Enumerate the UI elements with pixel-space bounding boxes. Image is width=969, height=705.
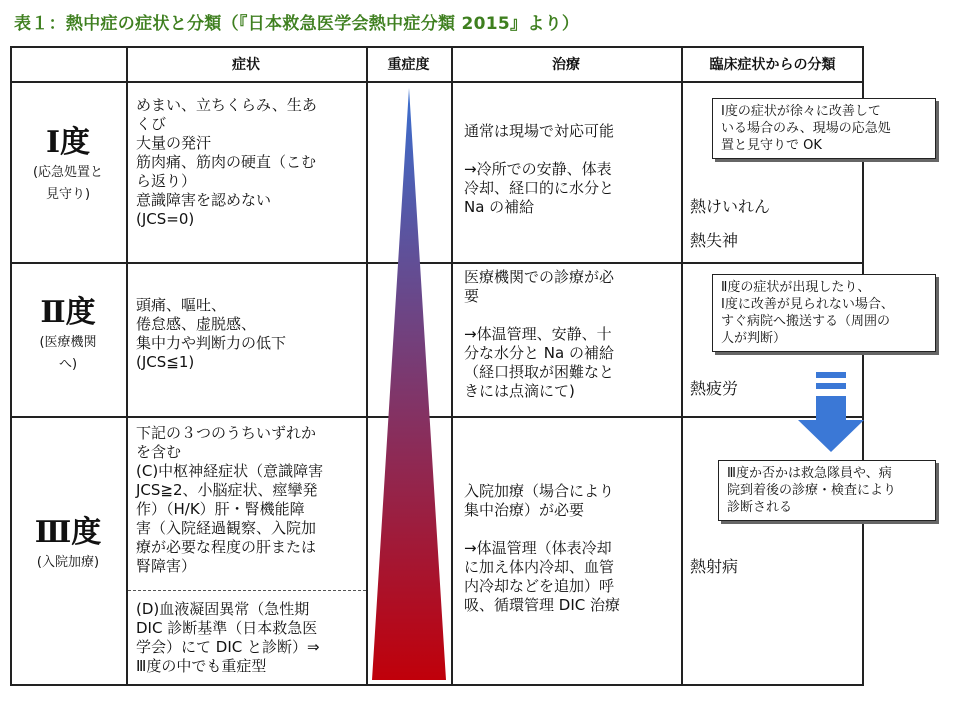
callout-grade-1	[712, 98, 936, 159]
symptom-line: Ⅲ度の中でも重症型	[136, 657, 267, 675]
table-border-bottom	[10, 684, 864, 686]
treatment-line: 集中治療）が必要	[464, 501, 585, 519]
severity-gradient-triangle	[368, 84, 450, 682]
treatment-line: 通常は現場で対応可能	[464, 122, 615, 140]
treatment-grade-1	[464, 122, 678, 217]
treatment-line: きには点滴にて)	[464, 382, 575, 400]
grade-1-note-line1: (応急処置と	[32, 165, 104, 180]
symptom-line: (D)血液凝固異常（急性期	[136, 600, 310, 618]
heatstroke-classification-table	[10, 46, 897, 686]
treatment-spacer	[464, 306, 678, 325]
symptom-line: (JCS=0)	[136, 210, 195, 228]
symptom-line: 腎障害）	[136, 557, 197, 575]
grade-1	[10, 124, 126, 206]
symptom-line: (C)中枢神経症状（意識障害	[136, 462, 324, 480]
symptom-line: を含む	[136, 443, 182, 461]
callout-line: いる場合のみ、現場の応急処	[721, 121, 891, 136]
header-classification: 臨床症状からの分類	[709, 57, 836, 73]
treatment-grade-2	[464, 268, 678, 401]
symptom-line: 頭痛、嘔吐、	[136, 296, 227, 314]
table-title: 表１：熱中症の症状と分類（『日本救急医学会熱中症分類 2015』より）	[14, 14, 580, 34]
callout-line: Ⅰ度の症状が徐々に改善して	[721, 104, 881, 119]
header-treatment: 治療	[552, 57, 580, 73]
grade-2-note-line2: へ)	[58, 357, 78, 372]
treatment-line: （経口摂取が困難なと	[464, 363, 615, 381]
grade-3-note: (入院加療)	[36, 555, 100, 570]
callout-line: すぐ病院へ搬送する（周囲の	[721, 314, 891, 329]
symptom-line: (JCS≦1)	[136, 353, 195, 371]
grade-3	[10, 514, 126, 574]
symptom-line: 大量の発汗	[136, 134, 212, 152]
disease-heatstroke: 熱射病	[690, 557, 739, 576]
symptom-line: JCS≧2、小脳症状、痙攣発	[136, 481, 318, 499]
callout-line: 人が判断）	[721, 331, 787, 346]
header-symptoms: 症状	[232, 57, 260, 73]
grade-2	[10, 294, 126, 376]
col-divider-3	[451, 46, 453, 686]
header-severity: 重症度	[387, 57, 430, 73]
treatment-line: 冷却、経口的に水分と	[464, 179, 615, 197]
treatment-line: 医療機関での診療が必	[464, 268, 615, 286]
symptom-line: 下記の３つのうちいずれか	[136, 424, 317, 442]
grade-2-label: Ⅱ度	[40, 295, 96, 330]
callout-line: 院到着後の診療・検査により	[727, 483, 897, 498]
treatment-spacer	[464, 520, 678, 539]
symptom-line: 療が必要な程度の肝または	[136, 538, 317, 556]
callout-line: 置と見守りで OK	[721, 138, 822, 153]
treatment-line: に加え体内冷却、血管	[464, 558, 615, 576]
treatment-line: 分な水分と Na の補給	[464, 344, 614, 362]
symptom-line: 学会）にて DIC と診断）⇒	[136, 638, 320, 656]
symptom-line: ら返り）	[136, 172, 197, 190]
symptom-line: めまい、立ちくらみ、生あ	[136, 96, 317, 114]
treatment-line: 吸、循環管理 DIC 治療	[464, 596, 620, 614]
treatment-line: →冷所での安静、体表	[464, 160, 612, 178]
treatment-line: 要	[464, 287, 480, 305]
grade-1-label: Ⅰ度	[45, 125, 91, 160]
symptoms-grade-3	[136, 424, 364, 576]
grade-1-note-line2: 見守り)	[45, 187, 91, 202]
treatment-line: Na の補給	[464, 198, 535, 216]
disease-heat-exhaustion: 熱疲労	[690, 379, 739, 398]
symptoms-grade-3-dic	[136, 600, 364, 676]
escalation-arrow-icon	[794, 366, 868, 454]
callout-grade-2	[712, 274, 936, 352]
symptom-line: 筋肉痛、筋肉の硬直（こむ	[136, 153, 317, 171]
grade-2-note-line1: (医療機関	[39, 335, 97, 350]
disease-heat-syncope: 熱失神	[690, 231, 739, 250]
treatment-line: →体温管理、安静、十	[464, 325, 612, 343]
symptom-line: DIC 診断基準（日本救急医	[136, 619, 318, 637]
treatment-line: 内冷却などを追加）呼	[464, 577, 615, 595]
col-divider-4	[681, 46, 683, 686]
symptom-line: 意識障害を認めない	[136, 191, 272, 209]
symptom-line: 集中力や判断力の低下	[136, 334, 287, 352]
symptom-line: 害（入院経過観察、入院加	[136, 519, 317, 537]
symptom-line: 倦怠感、虚脱感、	[136, 315, 257, 333]
treatment-grade-3	[464, 482, 678, 615]
symptom-line: 作）（H/K）肝・腎機能障	[136, 500, 305, 518]
treatment-line: →体温管理（体表冷却	[464, 539, 612, 557]
callout-grade-3	[718, 460, 936, 521]
callout-line: Ⅲ度か否かは救急隊員や、病	[727, 466, 892, 481]
symptoms-grade-1	[136, 96, 364, 229]
symptom-subdivider	[128, 590, 366, 591]
callout-line: Ⅱ度の症状が出現したり、	[721, 280, 871, 295]
treatment-line: 入院加療（場合により	[464, 482, 615, 500]
grade-3-label: Ⅲ度	[34, 515, 102, 550]
treatment-spacer	[464, 141, 678, 160]
symptoms-grade-2	[136, 296, 364, 372]
callout-line: 診断される	[727, 500, 793, 515]
disease-heat-cramps: 熱けいれん	[690, 197, 771, 216]
callout-line: Ⅰ度に改善が見られない場合、	[721, 297, 894, 312]
symptom-line: くび	[136, 115, 167, 133]
